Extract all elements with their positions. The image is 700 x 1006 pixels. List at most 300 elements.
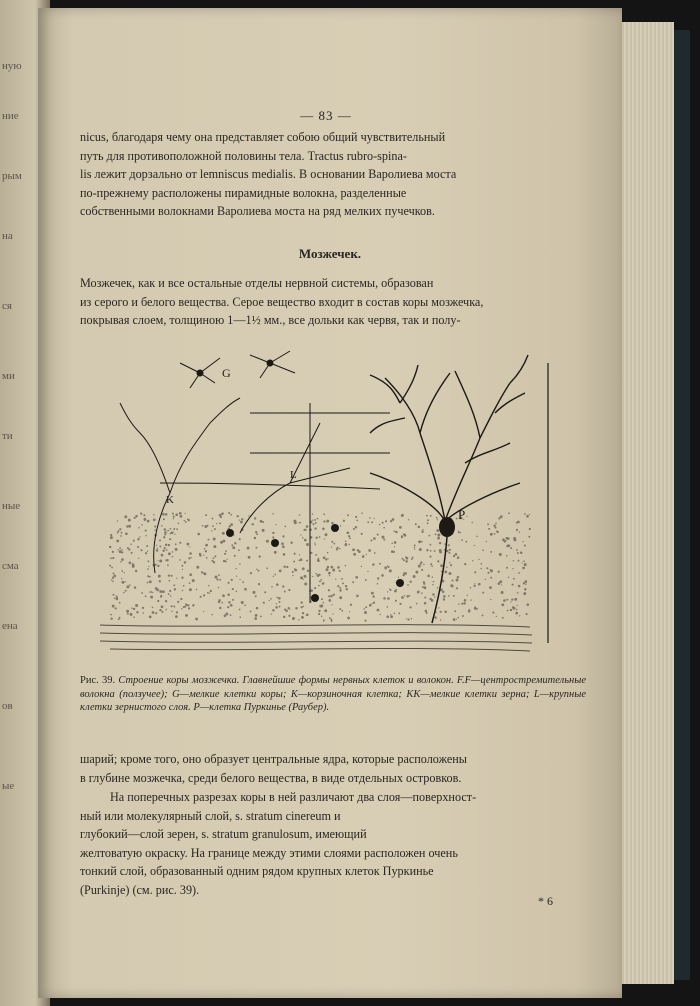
granule-dot xyxy=(353,553,356,556)
granule-dot xyxy=(314,519,316,521)
granule-dot xyxy=(387,597,390,600)
granule-dot xyxy=(199,553,201,555)
granule-dot xyxy=(112,605,115,608)
granule-dot xyxy=(444,571,447,574)
granule-dot xyxy=(188,519,190,521)
granule-dot xyxy=(230,604,233,607)
granule-dot xyxy=(153,514,155,516)
granule-dot xyxy=(150,591,152,593)
granule-dot xyxy=(241,518,243,520)
printer-signature: * 6 xyxy=(538,894,553,908)
granule-dot xyxy=(511,598,513,600)
text-line: nicus, благодаря чему она представляет собою общий чувствительный xyxy=(80,130,446,144)
granule-dot xyxy=(367,571,368,572)
granule-dot xyxy=(403,574,405,576)
granule-dot xyxy=(512,568,513,569)
granule-dot xyxy=(122,581,125,584)
granule-dot xyxy=(362,557,363,558)
granule-dot xyxy=(364,608,366,610)
granule-dot xyxy=(474,583,475,584)
granule-dot xyxy=(184,606,186,608)
granule-dot xyxy=(213,545,216,548)
granule-dot xyxy=(369,604,372,607)
granule-dot xyxy=(168,574,170,576)
granule-dot xyxy=(185,604,187,606)
granule-dot xyxy=(406,557,409,560)
granule-dot xyxy=(486,567,488,569)
granule-dot xyxy=(255,595,257,597)
granule-dot xyxy=(116,540,119,543)
granule-dot xyxy=(427,519,429,521)
granule-dot xyxy=(222,594,225,597)
granule-dot xyxy=(147,520,150,523)
granule-dot xyxy=(478,583,481,586)
granule-dot xyxy=(519,615,520,616)
granule-dot xyxy=(141,524,143,526)
granule-dot xyxy=(348,544,349,545)
granule-dot xyxy=(155,612,157,614)
granule-dot xyxy=(426,549,428,551)
granule-dot xyxy=(128,525,131,528)
granule-dot xyxy=(390,614,391,615)
granule-dot xyxy=(134,517,136,519)
text-line: lis лежит дорзально от lemniscus medialis. В основании Варолиева моста xyxy=(80,167,457,182)
granule-dot xyxy=(440,611,442,613)
left-fragment: ена xyxy=(2,620,18,632)
granule-dot xyxy=(501,591,504,594)
granule-dot xyxy=(401,558,403,560)
granule-dot xyxy=(121,549,123,551)
granule-dot xyxy=(356,520,358,522)
granule-dot xyxy=(170,528,172,530)
granule-dot xyxy=(395,600,397,602)
granule-dot xyxy=(237,515,239,517)
granule-dot xyxy=(457,557,459,559)
section-heading: Мозжечек. xyxy=(298,246,362,261)
granule-dot xyxy=(446,550,448,552)
granule-dot xyxy=(240,521,243,524)
granule-dot xyxy=(482,614,484,616)
granule-dot xyxy=(189,546,190,547)
granule-dot xyxy=(164,534,166,536)
granule-dot xyxy=(323,556,326,559)
granule-dot xyxy=(228,601,230,603)
granule-dot xyxy=(507,538,509,540)
left-fragment: сма xyxy=(2,560,19,572)
granule-dot xyxy=(210,590,212,592)
granule-dot xyxy=(268,600,269,601)
granule-dot xyxy=(322,582,324,584)
granule-dot xyxy=(165,609,167,611)
granule-dot xyxy=(259,555,261,557)
granule-dot xyxy=(304,529,306,531)
granule-dot xyxy=(147,568,149,570)
granule-dot xyxy=(431,599,434,602)
granule-dot xyxy=(403,559,405,561)
granule-dot xyxy=(168,530,169,531)
granule-dot xyxy=(149,616,152,619)
granule-dot xyxy=(355,516,357,518)
granule-dot xyxy=(168,544,170,546)
figure-letter-k: K xyxy=(166,494,174,506)
granule-dot xyxy=(132,563,135,566)
granule-dot xyxy=(332,569,335,572)
granule-dot xyxy=(517,605,518,606)
granule-dot xyxy=(110,557,112,559)
granule-dot xyxy=(524,513,526,515)
granule-dot xyxy=(191,557,192,558)
granule-dot xyxy=(153,518,156,521)
granule-dot xyxy=(163,518,165,520)
granule-dot xyxy=(197,533,200,536)
granule-dot xyxy=(406,618,407,619)
page-number: — 83 — xyxy=(300,108,352,123)
granule-dot xyxy=(272,609,274,611)
granule-dot xyxy=(507,610,509,612)
granule-dot xyxy=(302,537,304,539)
granule-dot xyxy=(367,521,369,523)
granule-dot xyxy=(113,575,116,578)
granule-dot xyxy=(386,615,389,618)
granule-dot xyxy=(112,551,114,553)
granule-dot xyxy=(430,563,432,565)
granule-dot xyxy=(306,560,308,562)
granule-dot xyxy=(521,562,522,563)
granule-dot xyxy=(247,547,250,550)
granule-dot xyxy=(349,611,350,612)
granule-dot xyxy=(301,601,303,603)
granule-dot xyxy=(162,513,165,516)
granule-dot xyxy=(117,549,118,550)
granule-dot xyxy=(329,617,331,619)
granule-dot xyxy=(423,586,426,589)
granule-dot xyxy=(508,577,509,578)
granule-dot xyxy=(486,541,487,542)
granule-dot xyxy=(274,574,276,576)
granule-dot xyxy=(253,591,256,594)
granule-dot xyxy=(184,520,186,522)
left-fragment: ов xyxy=(2,700,13,712)
granule-dot xyxy=(448,552,450,554)
granule-dot xyxy=(333,543,335,545)
granule-dot xyxy=(117,532,119,534)
granule-dot xyxy=(451,579,453,581)
granule-dot xyxy=(339,608,341,610)
granule-dot xyxy=(331,604,332,605)
granule-dot xyxy=(461,539,463,541)
granule-dot xyxy=(282,535,284,537)
granule-dot xyxy=(172,551,174,553)
granule-dot xyxy=(512,584,514,586)
text-line: тонкий слой, образованный одним рядом крупных клеток Пуркинье xyxy=(80,864,434,879)
granule-dot xyxy=(150,596,153,599)
granule-dot xyxy=(285,610,287,612)
granule-dot xyxy=(145,595,147,597)
granule-dot xyxy=(487,523,489,525)
granule-dot xyxy=(227,606,229,608)
granule-dot xyxy=(495,523,497,525)
granule-dot xyxy=(273,576,274,577)
granule-dot xyxy=(412,557,414,559)
text-line: (Purkinje) (см. рис. 39). xyxy=(80,882,200,897)
granule-dot xyxy=(457,617,459,619)
left-fragment: ти xyxy=(2,430,13,442)
granule-dot xyxy=(276,583,279,586)
granule-dot xyxy=(175,543,177,545)
granule-dot xyxy=(234,555,236,557)
text-line: собственными волокнами Варолиева моста на ряд мелких пучечков. xyxy=(80,204,435,219)
granule-dot xyxy=(395,531,398,534)
granule-dot xyxy=(522,567,525,570)
granule-dot xyxy=(318,613,320,615)
granule-dot xyxy=(382,522,384,524)
granule-dot xyxy=(478,559,479,560)
granule-dot xyxy=(293,561,295,563)
granule-dot xyxy=(110,536,113,539)
granule-dot xyxy=(161,605,164,608)
granule-dot xyxy=(519,531,520,532)
granule-dot xyxy=(156,549,158,551)
granule-dot xyxy=(458,603,459,604)
granule-dot xyxy=(157,548,158,549)
granule-dot xyxy=(135,515,138,518)
granule-dot xyxy=(165,544,167,546)
granule-dot xyxy=(498,582,501,585)
granule-dot xyxy=(232,588,234,590)
granule-dot xyxy=(399,526,402,529)
granule-dot xyxy=(146,545,148,547)
granule-dot xyxy=(418,565,420,567)
granule-dot xyxy=(299,514,301,516)
granule-dot xyxy=(347,514,349,516)
granule-dot xyxy=(474,545,475,546)
granule-dot xyxy=(377,534,379,536)
granule-dot xyxy=(230,523,233,526)
granule-dot xyxy=(411,618,413,620)
granule-dot xyxy=(177,601,179,603)
granule-dot xyxy=(454,610,456,612)
granule-dot xyxy=(166,549,168,551)
granule-dot xyxy=(223,560,225,562)
granule-dot xyxy=(170,533,172,535)
granule-dot xyxy=(384,566,387,569)
text-line: из серого и белого вещества. Серое вещество входит в состав коры мозжечка, xyxy=(80,294,484,309)
granule-dot xyxy=(394,546,395,547)
granule-dot xyxy=(275,606,278,609)
granule-dot xyxy=(180,598,182,600)
granule-dot xyxy=(173,528,175,530)
granule-dot xyxy=(205,514,207,516)
granule-dot xyxy=(301,616,304,619)
granule-dot xyxy=(145,535,146,536)
granule-dot xyxy=(294,569,297,572)
granule-dot xyxy=(341,578,343,580)
granule-dot xyxy=(157,560,158,561)
granule-dot xyxy=(239,519,240,520)
granule-dot xyxy=(274,551,277,554)
granule-dot xyxy=(501,584,502,585)
granule-dot xyxy=(339,570,341,572)
granule-dot xyxy=(529,514,530,515)
granule-dot xyxy=(250,610,252,612)
granule-dot xyxy=(466,516,467,517)
granule-dot xyxy=(147,560,149,562)
granule-dot xyxy=(165,513,168,516)
granule-dot xyxy=(109,565,111,567)
granule-dot xyxy=(173,606,175,608)
granule-dot xyxy=(520,551,523,554)
granule-dot xyxy=(208,585,209,586)
granule-dot xyxy=(527,603,530,606)
granule-dot xyxy=(314,587,316,589)
granule-dot xyxy=(179,559,181,561)
granule-dot xyxy=(462,615,464,617)
granule-dot xyxy=(300,522,302,524)
left-fragment: ми xyxy=(2,370,15,382)
granule-dot xyxy=(239,538,241,540)
granule-dot xyxy=(319,574,321,576)
granule-dot xyxy=(304,583,307,586)
granule-dot xyxy=(331,546,332,547)
granule-dot xyxy=(224,553,226,555)
granule-dot xyxy=(470,599,471,600)
granule-dot xyxy=(471,522,472,523)
granule-dot xyxy=(333,594,335,596)
granule-dot xyxy=(292,617,295,620)
granule-dot xyxy=(327,552,329,554)
granule-dot xyxy=(401,535,403,537)
granule-dot xyxy=(522,541,523,542)
granule-dot xyxy=(473,585,475,587)
granule-dot xyxy=(255,614,258,617)
granule-dot xyxy=(238,549,240,551)
granule-dot xyxy=(518,585,521,588)
granule-dot xyxy=(175,548,178,551)
granule-dot xyxy=(254,537,257,540)
granule-dot xyxy=(348,535,350,537)
granule-dot xyxy=(184,561,187,564)
granule-dot xyxy=(510,609,512,611)
granule-dot xyxy=(254,517,256,519)
granule-dot xyxy=(182,590,183,591)
granule-dot xyxy=(432,576,433,577)
granule-dot xyxy=(123,572,124,573)
figure-caption xyxy=(80,674,586,715)
granule-dot xyxy=(279,601,281,603)
granule-dot xyxy=(421,592,423,594)
granule-dot xyxy=(179,542,181,544)
granule-dot xyxy=(426,515,428,517)
granule-dot xyxy=(377,577,379,579)
granule-dot xyxy=(441,571,442,572)
granule-dot xyxy=(152,611,155,614)
granule-dot xyxy=(472,560,473,561)
granule-dot xyxy=(113,573,115,575)
granule-dot xyxy=(490,533,493,536)
granule-dot xyxy=(343,520,345,522)
granule-dot xyxy=(152,607,154,609)
granule-dot xyxy=(372,563,374,565)
granule-dot xyxy=(458,531,460,533)
granule-dot xyxy=(205,545,207,547)
granule-dot xyxy=(460,532,462,534)
granule-dot xyxy=(119,617,121,619)
granule-dot xyxy=(398,612,400,614)
granule-dot xyxy=(213,561,215,563)
granule-dot xyxy=(239,563,241,565)
granule-dot xyxy=(133,567,134,568)
granule-dot xyxy=(476,608,478,610)
granule-dot xyxy=(258,570,260,572)
granule-dot xyxy=(506,545,509,548)
purkinje-cell-body xyxy=(439,517,455,537)
granule-dot xyxy=(436,612,437,613)
granule-dot xyxy=(365,606,367,608)
granule-dot xyxy=(203,611,204,612)
granule-dot xyxy=(315,544,316,545)
granule-dot xyxy=(161,525,163,527)
granule-dot xyxy=(281,542,284,545)
granule-dot xyxy=(221,513,224,516)
granule-dot xyxy=(213,557,215,559)
granule-dot xyxy=(248,515,249,516)
granule-dot xyxy=(323,602,325,604)
granule-dot xyxy=(423,564,424,565)
granule-dot xyxy=(487,572,489,574)
granule-dot xyxy=(387,591,388,592)
granule-dot xyxy=(394,613,396,615)
granule-dot xyxy=(426,612,428,614)
granule-dot xyxy=(432,584,433,585)
granule-dot xyxy=(148,566,149,567)
granule-dot xyxy=(115,607,117,609)
granule-dot xyxy=(156,588,159,591)
granule-dot xyxy=(218,574,220,576)
granule-dot xyxy=(463,602,466,605)
granule-dot xyxy=(352,581,354,583)
granule-dot xyxy=(366,554,367,555)
granule-dot xyxy=(518,572,520,574)
granule-dot xyxy=(345,585,347,587)
granule-dot xyxy=(321,616,322,617)
granule-dot xyxy=(391,543,393,545)
granule-dot xyxy=(135,604,138,607)
granule-dot xyxy=(416,603,418,605)
granule-dot xyxy=(271,614,272,615)
granule-dot xyxy=(439,542,441,544)
granule-dot xyxy=(476,536,477,537)
granule-dot xyxy=(173,516,175,518)
caption-label: Рис. 39. xyxy=(80,675,116,686)
granule-dot xyxy=(433,581,435,583)
granule-dot xyxy=(112,580,114,582)
granule-dot xyxy=(239,609,241,611)
granule-dot xyxy=(164,547,166,549)
granule-dot xyxy=(168,580,170,582)
text-line: в глубине мозжечка, среди белого вещества, в виде отдельных островков. xyxy=(80,770,462,785)
cerebellum-cortex-illustration xyxy=(100,343,560,665)
granule-dot xyxy=(406,595,409,598)
granule-dot xyxy=(230,614,232,616)
granule-dot xyxy=(347,531,350,534)
granule-dot xyxy=(422,529,423,530)
granule-dot xyxy=(383,539,385,541)
granule-dot xyxy=(342,582,344,584)
granule-dot xyxy=(158,575,161,578)
granule-dot xyxy=(225,550,227,552)
granule-dot xyxy=(270,598,272,600)
granule-dot xyxy=(453,595,455,597)
